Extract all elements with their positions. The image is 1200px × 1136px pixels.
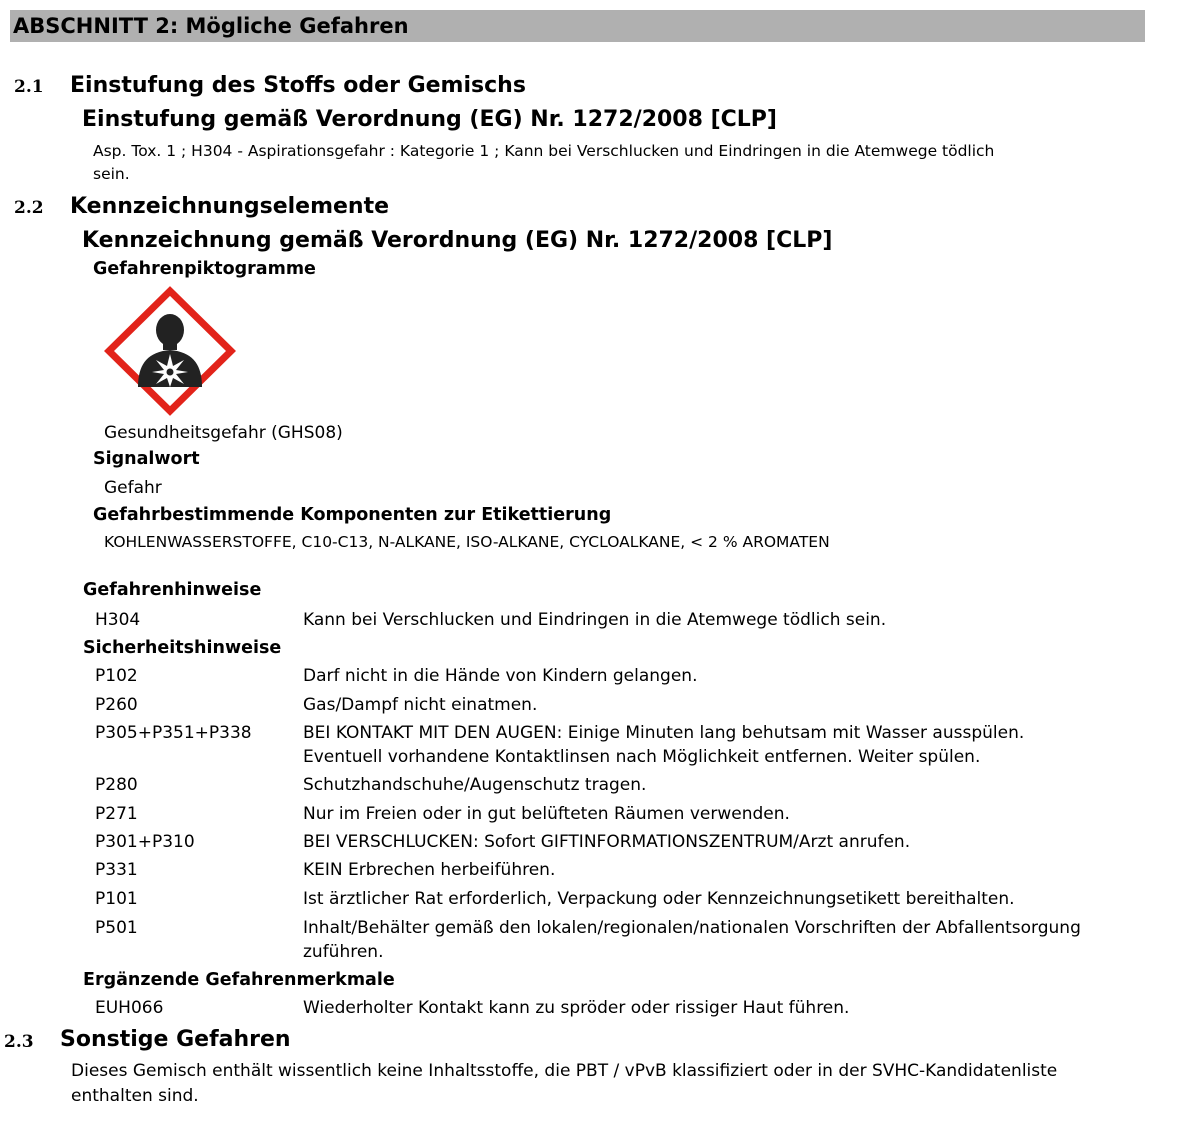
section-2-1-title: Einstufung des Stoffs oder Gemischs	[70, 73, 526, 98]
precaution-code: P305+P351+P338	[95, 723, 252, 743]
pictogram-caption: Gesundheitsgefahr (GHS08)	[104, 423, 343, 443]
section-2-3-number: 2.3	[4, 1032, 34, 1052]
components-value: KOHLENWASSERSTOFFE, C10-C13, N-ALKANE, ISO-ALKANE, CYCLOALKANE, < 2 % AROMATEN	[104, 533, 830, 551]
precaution-code: P280	[95, 775, 138, 795]
signal-word-label: Signalwort	[93, 449, 200, 469]
precaution-text: Ist ärztlicher Rat erforderlich, Verpackung oder Kennzeichnungsetikett bereithalten.	[303, 889, 1015, 909]
signal-word-value: Gefahr	[104, 478, 162, 498]
precaution-code: P331	[95, 860, 138, 880]
precaution-text: BEI VERSCHLUCKEN: Sofort GIFTINFORMATIONSZENTRUM/Arzt anrufen.	[303, 832, 911, 852]
precaution-code: P102	[95, 666, 138, 686]
precaution-code: P271	[95, 804, 138, 824]
precaution-text-continued: zuführen.	[303, 942, 384, 962]
precaution-text: Schutzhandschuhe/Augenschutz tragen.	[303, 775, 647, 795]
precaution-text: Darf nicht in die Hände von Kindern gelangen.	[303, 666, 698, 686]
precaution-text: Nur im Freien oder in gut belüfteten Räumen verwenden.	[303, 804, 790, 824]
section-2-2-title: Kennzeichnungselemente	[70, 194, 390, 219]
supplemental-code: EUH066	[95, 998, 164, 1018]
hazard-code: H304	[95, 610, 141, 630]
components-label: Gefahrbestimmende Komponenten zur Etikettierung	[93, 505, 612, 525]
classification-line-2: sein.	[93, 165, 130, 183]
precaution-text: KEIN Erbrechen herbeiführen.	[303, 860, 556, 880]
pictograms-label: Gefahrenpiktogramme	[93, 259, 316, 279]
supplemental-text: Wiederholter Kontakt kann zu spröder oder rissiger Haut führen.	[303, 998, 850, 1018]
precaution-text-continued: Eventuell vorhandene Kontaktlinsen nach Möglichkeit entfernen. Weiter spülen.	[303, 747, 981, 767]
precaution-code: P301+P310	[95, 832, 195, 852]
precaution-code: P101	[95, 889, 138, 909]
supplemental-hazard-label: Ergänzende Gefahrenmerkmale	[83, 970, 395, 990]
hazard-text: Kann bei Verschlucken und Eindringen in die Atemwege tödlich sein.	[303, 610, 887, 630]
section-2-1-number: 2.1	[14, 77, 44, 97]
classification-line-1: Asp. Tox. 1 ; H304 - Aspirationsgefahr : Kategorie 1 ; Kann bei Verschlucken und Eindringen in die Atemwege tödlich	[93, 142, 995, 160]
ghs08-health-hazard-icon	[104, 286, 236, 416]
section-2-1-subtitle: Einstufung gemäß Verordnung (EG) Nr. 1272/2008 [CLP]	[82, 107, 777, 132]
precaution-code: P260	[95, 695, 138, 715]
precaution-text: Gas/Dampf nicht einatmen.	[303, 695, 538, 715]
other-hazards-line-1: Dieses Gemisch enthält wissentlich keine Inhaltsstoffe, die PBT / vPvB klassifiziert oder in der SVHC-Kandidatenliste	[71, 1061, 1058, 1081]
section-2-3-title: Sonstige Gefahren	[60, 1027, 291, 1052]
precaution-text: Inhalt/Behälter gemäß den lokalen/regionalen/nationalen Vorschriften der Abfallentsorgung	[303, 918, 1081, 938]
precaution-text: BEI KONTAKT MIT DEN AUGEN: Einige Minuten lang behutsam mit Wasser ausspülen.	[303, 723, 1025, 743]
other-hazards-line-2: enthalten sind.	[71, 1086, 199, 1106]
section-2-2-subtitle: Kennzeichnung gemäß Verordnung (EG) Nr. 1272/2008 [CLP]	[82, 228, 833, 253]
hazard-statements-label: Gefahrenhinweise	[83, 580, 262, 600]
precaution-code: P501	[95, 918, 138, 938]
section-header-title: ABSCHNITT 2: Mögliche Gefahren	[13, 14, 409, 38]
precautionary-statements-label: Sicherheitshinweise	[83, 638, 282, 658]
section-2-2-number: 2.2	[14, 198, 44, 218]
